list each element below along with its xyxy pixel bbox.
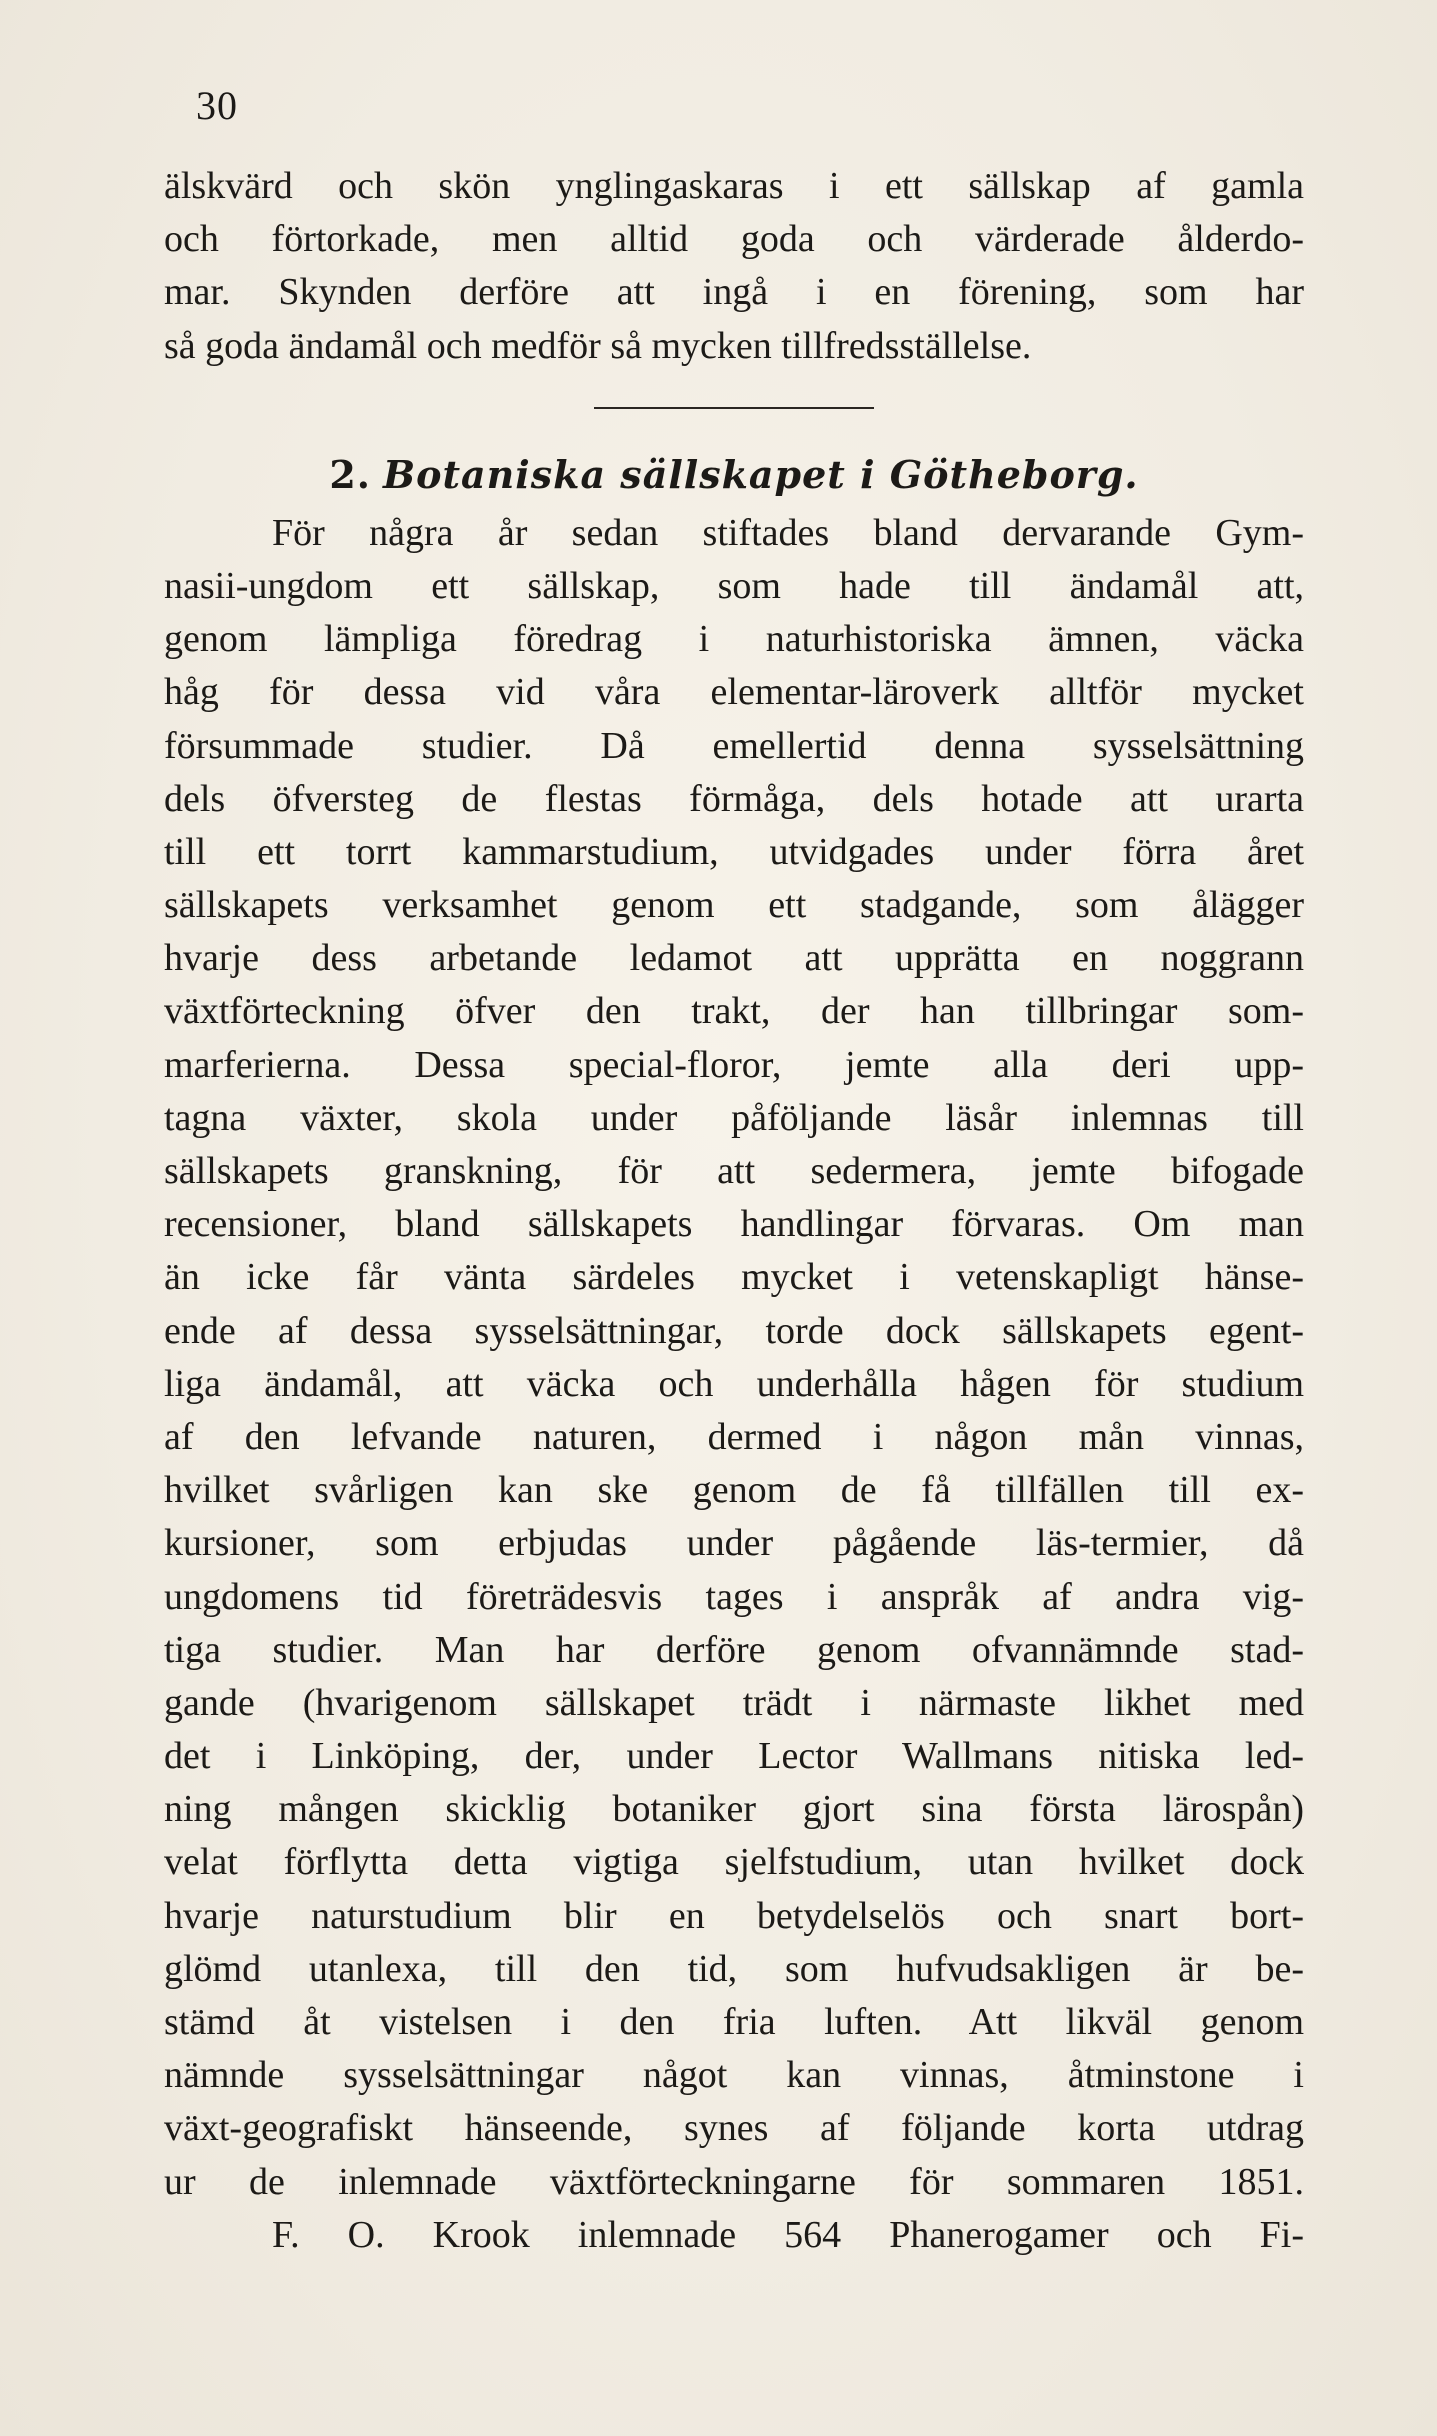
section-divider bbox=[164, 373, 1304, 443]
text-line: växtförteckning öfver den trakt, der han tillbringar som- bbox=[164, 990, 1304, 1033]
text-line: ungdomens tid företrädesvis tages i anspråk af andra vig- bbox=[164, 1575, 1304, 1618]
section-heading bbox=[164, 443, 1304, 507]
text-line: än icke får vänta särdeles mycket i vetenskapligt hänse- bbox=[164, 1256, 1304, 1299]
text-line: genom lämpliga föredrag i naturhistoriska ämnen, väcka bbox=[164, 618, 1304, 661]
text-line: af den lefvande naturen, dermed i någon mån vinnas, bbox=[164, 1415, 1304, 1458]
text-line: marferierna. Dessa special-floror, jemte alla deri upp- bbox=[164, 1043, 1304, 1086]
text-line: stämd åt vistelsen i den fria luften. Att likväl genom bbox=[164, 2001, 1304, 2043]
text-line: ning mången skicklig botaniker gjort sina första lärospån) bbox=[164, 1788, 1304, 1831]
text-line: tiga studier. Man har derföre genom ofvannämnde stad- bbox=[164, 1628, 1304, 1671]
text-line: tagna växter, skola under påföljande läsår inlemnas till bbox=[164, 1096, 1304, 1139]
text-line: håg för dessa vid våra elementar-läroverk alltför mycket bbox=[164, 671, 1304, 714]
paragraph-1 bbox=[164, 160, 1304, 373]
text-line: F. O. Krook inlemnade 564 Phanerogamer och Fi- bbox=[272, 2213, 1304, 2256]
text-line: mar. Skynden derföre att ingå i en förening, som har bbox=[164, 271, 1304, 314]
text-line: älskvärd och skön ynglingaskaras i ett sällskap af gamla bbox=[164, 165, 1304, 207]
text-line: dels öfversteg de flestas förmåga, dels hotade att urarta bbox=[164, 777, 1304, 820]
text-line: ur de inlemnade växtförteckningarne för sommaren 1851. bbox=[164, 2160, 1304, 2203]
text-line: försummade studier. Då emellertid denna sysselsättning bbox=[164, 724, 1304, 767]
text-line: gande (hvarigenom sällskapet trädt i närmaste likhet med bbox=[164, 1681, 1304, 1724]
text-line: recensioner, bland sällskapets handlingar förvaras. Om man bbox=[164, 1203, 1304, 1246]
text-line: så goda ändamål och medför så mycken tillfredsställelse. bbox=[164, 324, 1032, 367]
text-line: det i Linköping, der, under Lector Wallmans nitiska led- bbox=[164, 1735, 1304, 1778]
text-line: sällskapets granskning, för att sedermera, jemte bifogade bbox=[164, 1150, 1304, 1192]
text-line: hvilket svårligen kan ske genom de få tillfällen till ex- bbox=[164, 1469, 1304, 1512]
text-line: nämnde sysselsättningar något kan vinnas, åtminstone i bbox=[164, 2054, 1304, 2097]
text-block bbox=[164, 160, 1304, 2262]
text-line: liga ändamål, att väcka och underhålla hågen för studium bbox=[164, 1362, 1304, 1405]
text-line: ende af dessa sysselsättningar, torde dock sällskapets egent- bbox=[164, 1309, 1304, 1352]
text-line: och förtorkade, men alltid goda och värderade ålderdo- bbox=[164, 218, 1304, 261]
text-line: nasii-ungdom ett sällskap, som hade till ändamål att, bbox=[164, 564, 1304, 607]
text-line: För några år sedan stiftades bland dervarande Gym- bbox=[272, 511, 1304, 554]
text-line: kursioner, som erbjudas under pågående läs-termier, då bbox=[164, 1522, 1304, 1565]
text-line: velat förflytta detta vigtiga sjelfstudium, utan hvilket dock bbox=[164, 1841, 1304, 1884]
text-line: till ett torrt kammarstudium, utvidgades under förra året bbox=[164, 830, 1304, 873]
paragraph-3 bbox=[164, 2209, 1304, 2262]
section-number: 2. bbox=[329, 451, 372, 497]
text-line: växt-geografiskt hänseende, synes af följande korta utdrag bbox=[164, 2107, 1304, 2150]
divider-rule bbox=[594, 407, 874, 409]
section-title: Botaniska sällskapet i Götheborg. bbox=[383, 451, 1139, 497]
text-line: hvarje dess arbetande ledamot att upprätta en noggrann bbox=[164, 937, 1304, 980]
paragraph-2 bbox=[164, 507, 1304, 2209]
page-number: 30 bbox=[196, 83, 238, 128]
text-line: hvarje naturstudium blir en betydelselös och snart bort- bbox=[164, 1894, 1304, 1937]
text-line: glömd utanlexa, till den tid, som hufvudsakligen är be- bbox=[164, 1947, 1304, 1990]
text-line: sällskapets verksamhet genom ett stadgande, som ålägger bbox=[164, 884, 1304, 927]
